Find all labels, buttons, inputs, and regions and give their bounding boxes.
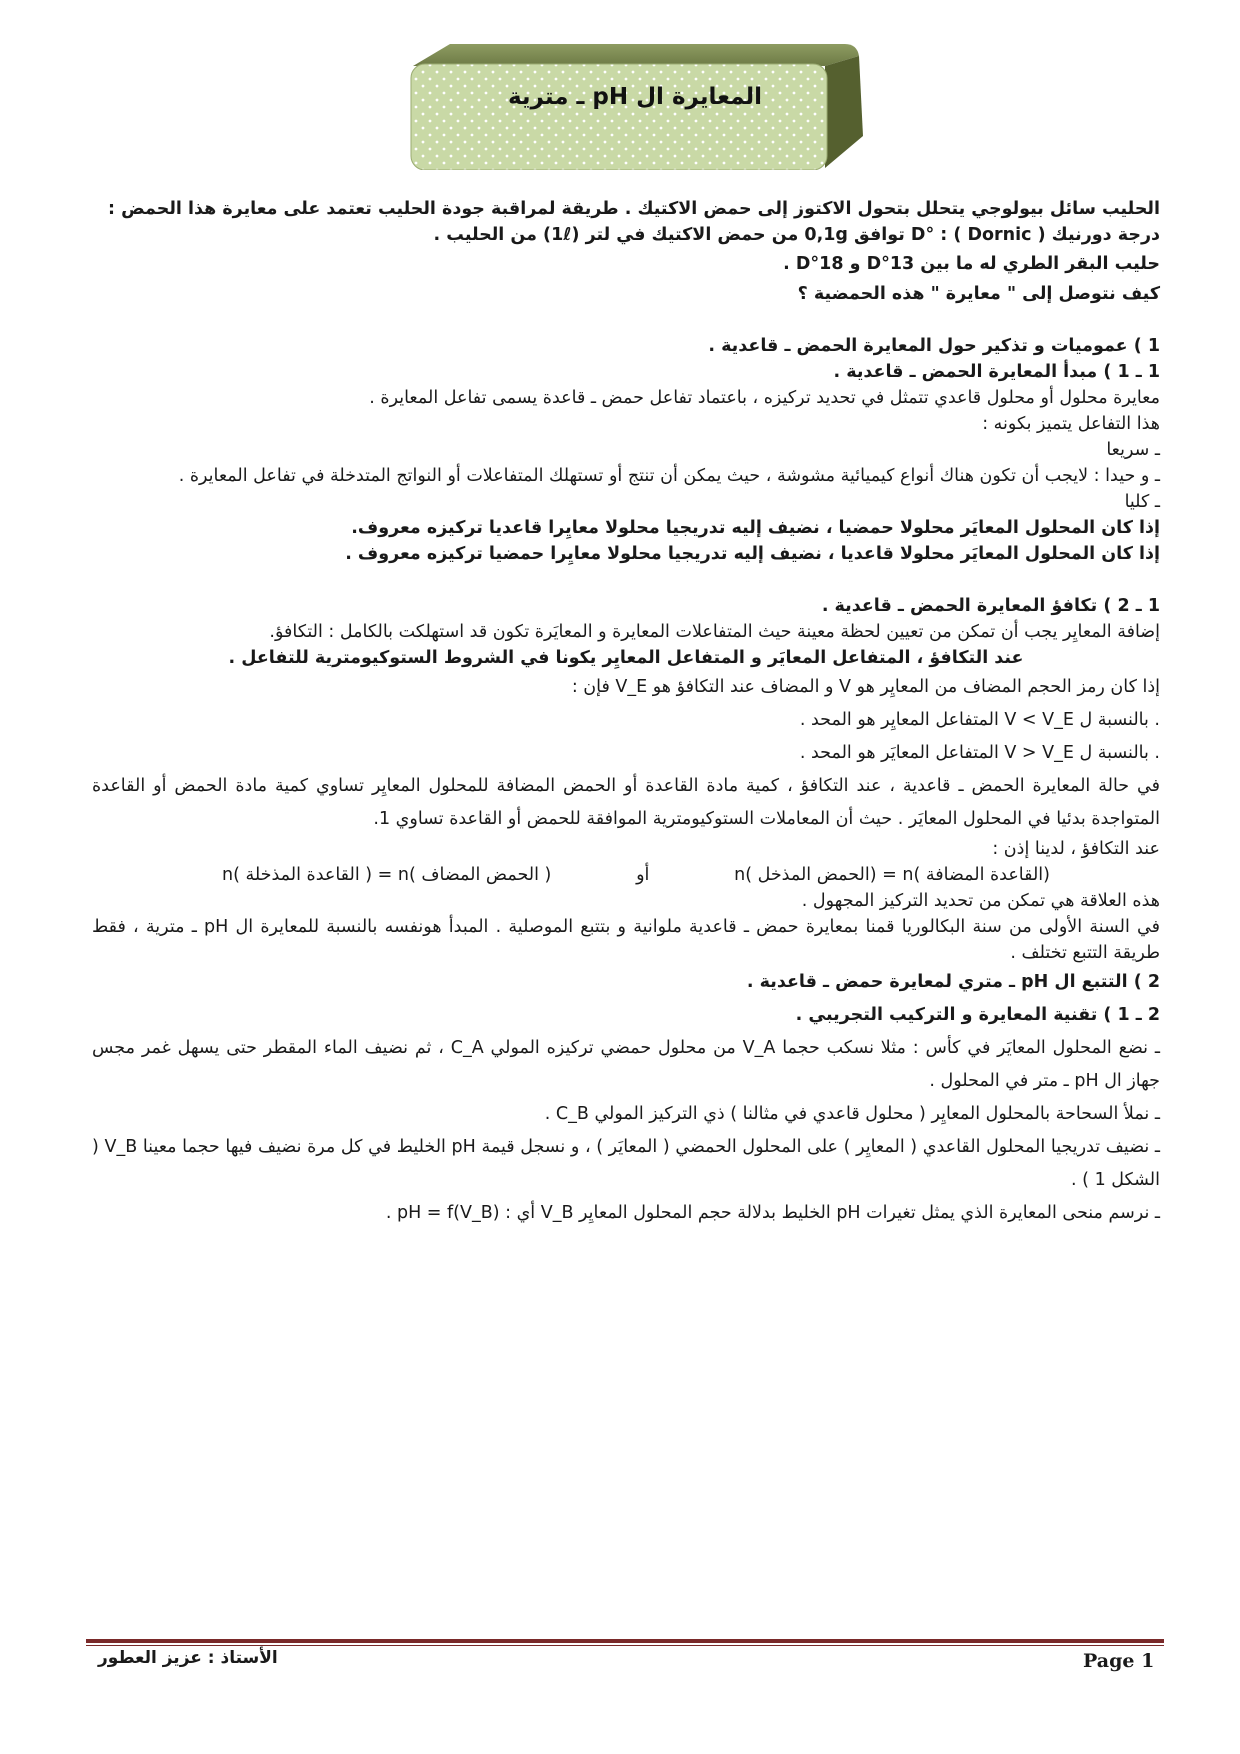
paragraph: في السنة الأولى من سنة البكالوريا قمنا بمعايرة حمض ـ قاعدية ملوانية و بتتبع الموصلية . المبدأ هونفسه بالنسبة للمعايرة ال pH ـ مترية ، فقط طريقة التتبع تختلف . [92, 917, 1161, 963]
rule-acidic: إذا كان المحلول المعايَر محلولا حمضيا ، نضيف إليه تدريجيا محلولا معايِرا قاعديا تركيزه معروف. [351, 518, 1160, 538]
section-2-1-heading: 2 ـ 1 ) تقنية المعايرة و التركيب التجريبي . [795, 1005, 1160, 1025]
paragraph: إضافة المعايِر يجب أن تمكن من تعيين لحظة معينة حيث المتفاعلات المعايرة و المعايَرة تكون قد استهلكت بالكامل : التكافؤ. [269, 622, 1160, 642]
author-name: الأستاذ : عزيز العطور [98, 1648, 278, 1668]
equivalence-equations [92, 862, 1160, 888]
paragraph: هذه العلاقة هي تمكن من تحديد التركيز المجهول . [801, 891, 1160, 911]
intro-line-3: حليب البقر الطري له ما بين 13°D و 18°D . [783, 254, 1160, 274]
equivalence-statement: عند التكافؤ ، المتفاعل المعايَر و المتفاعل المعايِر يكونا في الشروط الستوكيومترية للتفاعل . [228, 648, 1024, 668]
list-item: ـ سريعا [1106, 440, 1160, 460]
paragraph: إذا كان رمز الحجم المضاف من المعايِر هو V و المضاف عند التكافؤ هو V_E فإن : [571, 677, 1160, 697]
paragraph: في حالة المعايرة الحمض ـ قاعدية ، عند التكافؤ ، كمية مادة القاعدة أو الحمض المضافة للمحلول المعايِر تساوي كمية مادة الحمض أو القاعدة المتواجدة بدئيا في المحلول المعايَر . حيث أن المعاملات الستوكيومترية الموافقة للحمض أو القاعدة تساوي 1. [92, 776, 1160, 829]
list-item: ـ نضيف تدريجيا المحلول القاعدي ( المعايِر ) على المحلول الحمضي ( المعايَر ) ، و نسجل قيمة pH الخليط في كل مرة نضيف فيها حجما معينا V_B ( الشكل 1 ) . [92, 1137, 1160, 1190]
document-body [92, 196, 1160, 1230]
rule-basic: إذا كان المحلول المعايَر محلولا قاعديا ، نضيف إليه تدريجيا محلولا معايِرا حمضيا تركيزه معروف . [345, 544, 1160, 564]
paragraph: هذا التفاعل يتميز بكونه : [982, 414, 1160, 434]
list-item: ـ كليا [1124, 492, 1160, 512]
equation-or: أو [636, 865, 650, 885]
paragraph: معايرة محلول أو محلول قاعدي تتمثل في تحديد تركيزه ، باعتماد تفاعل حمض ـ قاعدة يسمى تفاعل المعايرة . [369, 388, 1160, 408]
equation-2: ( الحمض المضاف )n = ( القاعدة المذخلة )n [222, 865, 552, 885]
section-1-2-heading: 1 ـ 2 ) تكافؤ المعايرة الحمض ـ قاعدية . [821, 596, 1160, 616]
page-number: Page 1 [1083, 1650, 1155, 1672]
footer-rule [86, 1639, 1164, 1643]
list-item: ـ نرسم منحى المعايرة الذي يمثل تغيرات pH الخليط بدلالة حجم المحلول المعايِر V_B أي : pH = f(V_B) . [385, 1203, 1160, 1223]
page-title: المعايرة ال pH ـ مترية [507, 84, 763, 110]
section-2-heading: 2 ) التتبع ال pH ـ متري لمعايرة حمض ـ قاعدية . [746, 972, 1160, 992]
intro-question: كيف نتوصل إلى " معايرة " هذه الحمضية ؟ [797, 284, 1160, 304]
title-box [405, 40, 865, 170]
equation-1: (القاعدة المضافة )n = (الحمض المذخل )n [734, 865, 1050, 885]
condition-line: . بالنسبة ل V < V_E المتفاعل المعايِر هو المحد . [799, 710, 1160, 730]
list-item: ـ نملأ السحاحة بالمحلول المعايِر ( محلول قاعدي في مثالنا ) ذي التركيز المولي C_B . [544, 1104, 1160, 1124]
section-1-1-heading: 1 ـ 1 ) مبدأ المعايرة الحمض ـ قاعدية . [833, 362, 1160, 382]
list-item: ـ نضع المحلول المعايَر في كأس : مثلا نسكب حجما V_A من محلول حمضي تركيزه المولي C_A ، ثم نضيف الماء المقطر حتى يسهل غمر مجس جهاز ال pH ـ متر في المحلول . [92, 1038, 1160, 1091]
footer-rule-thin [86, 1645, 1164, 1646]
intro-line-1: الحليب سائل بيولوجي يتحلل بتحول الاكتوز إلى حمض الاكتيك . طريقة لمراقبة جودة الحليب تعتمد على معايرة هذا الحمض : [108, 199, 1160, 219]
paragraph: عند التكافؤ ، لدينا إذن : [992, 839, 1160, 859]
intro-line-2: درجة دورنيك ( Dornic ) : °D توافق 0,1g من حمض الاكتيك في لتر (1ℓ) من الحليب . [433, 225, 1160, 245]
list-item: ـ و حيدا : لايجب أن تكون هناك أنواع كيميائية مشوشة ، حيث يمكن أن تنتج أو تستهلك المتفاعلات أو النواتج المتدخلة في تفاعل المعايرة . [178, 466, 1160, 486]
condition-line: . بالنسبة ل V > V_E المتفاعل المعايَر هو المحد . [799, 743, 1160, 763]
section-1-heading: 1 ) عموميات و تذكير حول المعايرة الحمض ـ قاعدية . [708, 336, 1160, 356]
